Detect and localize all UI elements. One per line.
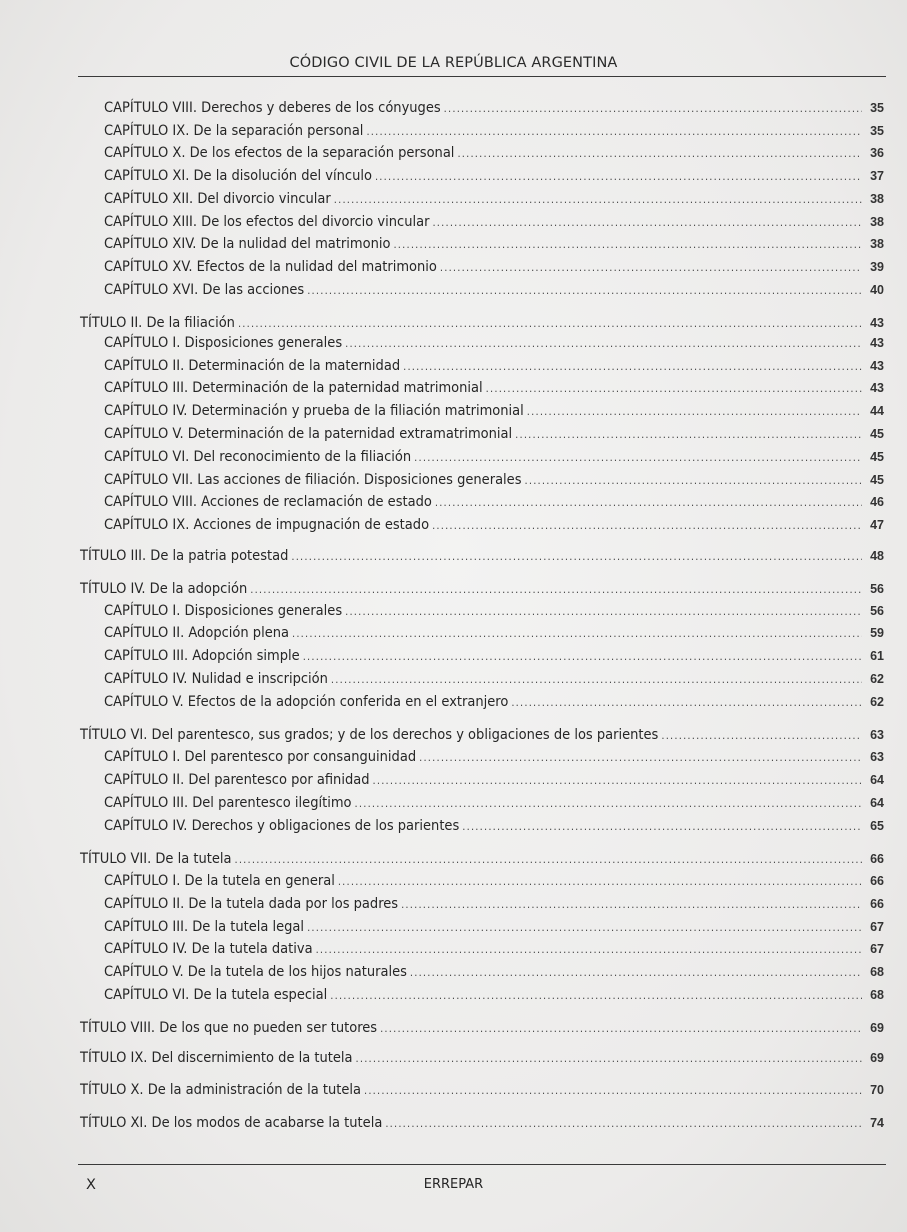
dot-leader	[511, 692, 862, 714]
dot-leader	[375, 166, 862, 188]
dot-leader	[355, 793, 862, 815]
toc-entry-text: CAPÍTULO XVI. De las acciones	[104, 282, 305, 298]
toc-page-number: 67	[870, 942, 884, 956]
header-rule	[78, 76, 886, 77]
toc-chapter-entry	[104, 600, 884, 622]
dot-leader	[331, 669, 862, 691]
toc-entry-text: CAPÍTULO IX. De la separación personal	[104, 123, 364, 139]
toc-page-number: 66	[870, 852, 884, 866]
dot-leader	[527, 401, 862, 423]
toc-page-number: 56	[870, 604, 884, 618]
dot-leader	[432, 515, 862, 537]
toc-page-number: 38	[870, 237, 884, 251]
toc-entry-text: CAPÍTULO VIII. Derechos y deberes de los cónyuges	[104, 100, 441, 116]
toc-title-entry	[80, 545, 884, 567]
toc-page-number: 36	[870, 146, 884, 160]
toc-title-entry	[80, 1079, 884, 1101]
toc-entry-text: CAPÍTULO I. Disposiciones generales	[104, 335, 343, 351]
toc-chapter-entry	[104, 400, 884, 422]
toc-page-number: 39	[870, 260, 884, 274]
toc-page-number: 66	[870, 874, 884, 888]
toc-chapter-entry	[104, 645, 884, 667]
toc-entry-text: CAPÍTULO XI. De la disolución del vínculo	[104, 168, 372, 184]
toc-page-number: 43	[870, 359, 884, 373]
toc-page-number: 63	[870, 750, 884, 764]
dot-leader	[373, 770, 862, 792]
page-number: X	[86, 1177, 96, 1193]
toc-entry-text: CAPÍTULO VII. Las acciones de filiación. Disposiciones generales	[104, 472, 522, 488]
toc-page-number: 43	[870, 381, 884, 395]
toc-chapter-entry	[104, 491, 884, 513]
toc-entry-text: CAPÍTULO III. Del parentesco ilegítimo	[104, 795, 352, 811]
toc-entry-text: CAPÍTULO III. Determinación de la paternidad matrimonial	[104, 380, 483, 396]
dot-leader	[292, 623, 862, 645]
toc-chapter-entry	[104, 97, 884, 119]
toc-entry-text: TÍTULO III. De la patria potestad	[80, 548, 289, 564]
dot-leader	[334, 189, 862, 211]
toc-chapter-entry	[104, 377, 884, 399]
toc-chapter-entry	[104, 165, 884, 187]
toc-chapter-entry	[104, 355, 884, 377]
toc-entry-text: CAPÍTULO IV. Nulidad e inscripción	[104, 671, 328, 687]
dot-leader	[410, 962, 862, 984]
dot-leader	[303, 646, 862, 668]
toc-page-number: 43	[870, 316, 884, 330]
toc-page-number: 35	[870, 124, 884, 138]
toc-chapter-entry	[104, 279, 884, 301]
dot-leader	[366, 121, 862, 143]
toc-page-number: 74	[870, 1116, 884, 1130]
toc-page-number: 67	[870, 920, 884, 934]
toc-entry-text: CAPÍTULO II. Adopción plena	[104, 625, 289, 641]
toc-page-number: 38	[870, 215, 884, 229]
toc-page-number: 44	[870, 404, 884, 418]
toc-title-entry	[80, 578, 884, 600]
toc-chapter-entry	[104, 423, 884, 445]
dot-leader	[330, 985, 862, 1007]
toc-chapter-entry	[104, 916, 884, 938]
dot-leader	[235, 849, 863, 871]
toc-chapter-entry	[104, 893, 884, 915]
toc-page-number: 47	[870, 518, 884, 532]
toc-chapter-entry	[104, 938, 884, 960]
toc-entry-text: CAPÍTULO VIII. Acciones de reclamación de estado	[104, 494, 432, 510]
toc-page-number: 37	[870, 169, 884, 183]
dot-leader	[291, 546, 862, 568]
toc-entry-text: CAPÍTULO II. Determinación de la maternidad	[104, 358, 401, 374]
toc-chapter-entry	[104, 256, 884, 278]
toc-page-number: 68	[870, 965, 884, 979]
toc-page-number: 48	[870, 549, 884, 563]
publisher-name: ERREPAR	[423, 1177, 484, 1192]
running-header: CÓDIGO CIVIL DE LA REPÚBLICA ARGENTINA	[289, 55, 618, 71]
toc-chapter-entry	[104, 188, 884, 210]
dot-leader	[419, 747, 862, 769]
toc-chapter-entry	[104, 332, 884, 354]
dot-leader	[393, 234, 862, 256]
toc-entry-text: CAPÍTULO V. Efectos de la adopción conferida en el extranjero	[104, 694, 509, 710]
toc-page-number: 45	[870, 473, 884, 487]
toc-chapter-entry	[104, 668, 884, 690]
dot-leader	[356, 1048, 862, 1070]
toc-entry-text: CAPÍTULO XIII. De los efectos del divorcio vincular	[104, 214, 430, 230]
toc-chapter-entry	[104, 870, 884, 892]
toc-chapter-entry	[104, 446, 884, 468]
toc-entry-text: CAPÍTULO IV. Determinación y prueba de la filiación matrimonial	[104, 403, 524, 419]
dot-leader	[345, 601, 862, 623]
toc-entry-text: CAPÍTULO VI. De la tutela especial	[104, 987, 328, 1003]
toc-entry-text: CAPÍTULO III. Adopción simple	[104, 648, 300, 664]
toc-page-number: 56	[870, 582, 884, 596]
toc-entry-text: CAPÍTULO IX. Acciones de impugnación de estado	[104, 517, 430, 533]
dot-leader	[525, 470, 862, 492]
toc-page-number: 63	[870, 728, 884, 742]
toc-title-entry	[80, 312, 884, 334]
toc-chapter-entry	[104, 961, 884, 983]
dot-leader	[486, 378, 862, 400]
toc-entry-text: CAPÍTULO I. Del parentesco por consanguinidad	[104, 749, 417, 765]
dot-leader	[457, 143, 862, 165]
toc-page-number: 35	[870, 101, 884, 115]
toc-entry-text: TÍTULO VI. Del parentesco, sus grados; y de los derechos y obligaciones de los parientes	[80, 727, 659, 743]
toc-page-number: 59	[870, 626, 884, 640]
toc-entry-text: TÍTULO XI. De los modos de acabarse la tutela	[80, 1115, 383, 1131]
dot-leader	[385, 1113, 862, 1135]
toc-entry-text: CAPÍTULO XV. Efectos de la nulidad del matrimonio	[104, 259, 437, 275]
toc-entry-text: CAPÍTULO IV. Derechos y obligaciones de los parientes	[104, 818, 460, 834]
dot-leader	[316, 939, 862, 961]
toc-chapter-entry	[104, 792, 884, 814]
dot-leader	[414, 447, 862, 469]
toc-page-number: 38	[870, 192, 884, 206]
toc-title-entry	[80, 724, 884, 746]
toc-chapter-entry	[104, 984, 884, 1006]
toc-entry-text: CAPÍTULO II. De la tutela dada por los padres	[104, 896, 399, 912]
toc-entry-text: TÍTULO X. De la administración de la tutela	[80, 1082, 361, 1098]
toc-entry-text: TÍTULO IV. De la adopción	[80, 581, 248, 597]
toc-page-number: 66	[870, 897, 884, 911]
dot-leader	[403, 356, 862, 378]
toc-page-number: 45	[870, 450, 884, 464]
dot-leader	[307, 917, 862, 939]
dot-leader	[515, 424, 862, 446]
toc-page-number: 62	[870, 672, 884, 686]
toc-page-number: 62	[870, 695, 884, 709]
toc-entry-text: CAPÍTULO I. Disposiciones generales	[104, 603, 343, 619]
toc-chapter-entry	[104, 142, 884, 164]
toc-chapter-entry	[104, 746, 884, 768]
toc-page-number: 65	[870, 819, 884, 833]
toc-page-number: 64	[870, 796, 884, 810]
toc-chapter-entry	[104, 469, 884, 491]
toc-entry-text: TÍTULO VIII. De los que no pueden ser tutores	[80, 1020, 378, 1036]
toc-title-entry	[80, 1017, 884, 1039]
dot-leader	[250, 579, 862, 601]
toc-chapter-entry	[104, 211, 884, 233]
toc-entry-text: TÍTULO IX. Del discernimiento de la tutela	[80, 1050, 353, 1066]
toc-entry-text: TÍTULO VII. De la tutela	[80, 851, 232, 867]
toc-entry-text: CAPÍTULO II. Del parentesco por afinidad	[104, 772, 370, 788]
dot-leader	[435, 492, 862, 514]
toc-chapter-entry	[104, 691, 884, 713]
toc-entry-text: CAPÍTULO XII. Del divorcio vincular	[104, 191, 331, 207]
toc-entry-text: CAPÍTULO I. De la tutela en general	[104, 873, 335, 889]
toc-chapter-entry	[104, 622, 884, 644]
toc-page-number: 40	[870, 283, 884, 297]
toc-page-number: 61	[870, 649, 884, 663]
toc-page-number: 69	[870, 1051, 884, 1065]
toc-chapter-entry	[104, 514, 884, 536]
toc-title-entry	[80, 1112, 884, 1134]
dot-leader	[364, 1080, 862, 1102]
toc-page-number: 64	[870, 773, 884, 787]
dot-leader	[338, 871, 862, 893]
toc-page-number: 69	[870, 1021, 884, 1035]
toc-entry-text: CAPÍTULO V. Determinación de la paternidad extramatrimonial	[104, 426, 513, 442]
toc-title-entry	[80, 848, 884, 870]
dot-leader	[462, 816, 862, 838]
toc-chapter-entry	[104, 815, 884, 837]
dot-leader	[432, 212, 862, 234]
toc-entry-text: TÍTULO II. De la filiación	[80, 315, 235, 331]
toc-page-number: 46	[870, 495, 884, 509]
toc-page-number: 70	[870, 1083, 884, 1097]
toc-page-number: 68	[870, 988, 884, 1002]
toc-chapter-entry	[104, 769, 884, 791]
toc-chapter-entry	[104, 233, 884, 255]
toc-entry-text: CAPÍTULO IV. De la tutela dativa	[104, 941, 313, 957]
dot-leader	[380, 1018, 862, 1040]
toc-page-number: 43	[870, 336, 884, 350]
dot-leader	[345, 333, 862, 355]
toc-entry-text: CAPÍTULO XIV. De la nulidad del matrimonio	[104, 236, 391, 252]
dot-leader	[307, 280, 862, 302]
footer-rule	[78, 1164, 886, 1165]
dot-leader	[661, 725, 862, 747]
toc-chapter-entry	[104, 120, 884, 142]
toc-entry-text: CAPÍTULO III. De la tutela legal	[104, 919, 305, 935]
toc-entry-text: CAPÍTULO VI. Del reconocimiento de la filiación	[104, 449, 412, 465]
toc-page-number: 45	[870, 427, 884, 441]
toc-entry-text: CAPÍTULO V. De la tutela de los hijos naturales	[104, 964, 407, 980]
toc-title-entry	[80, 1047, 884, 1069]
dot-leader	[444, 98, 862, 120]
dot-leader	[401, 894, 862, 916]
toc-entry-text: CAPÍTULO X. De los efectos de la separación personal	[104, 145, 455, 161]
dot-leader	[440, 257, 862, 279]
